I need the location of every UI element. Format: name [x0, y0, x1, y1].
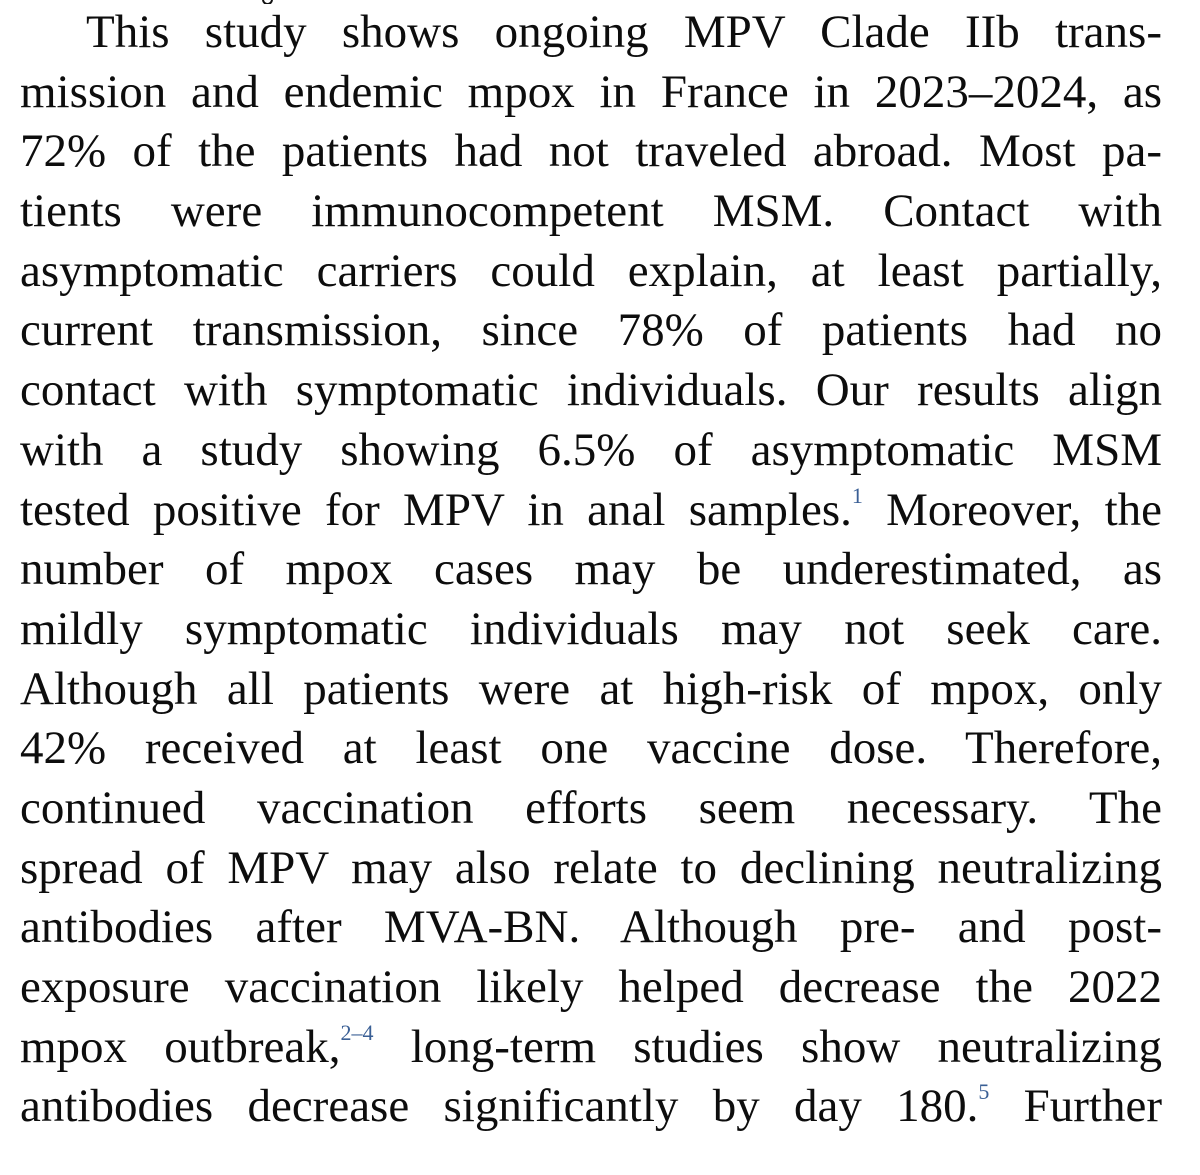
text-line: contact with symptomatic individuals. Our results align: [20, 364, 1162, 417]
line-text: Moreover, the: [862, 483, 1162, 536]
text-line: mission and endemic mpox in France in 2023–2024, as: [20, 65, 1162, 118]
line-text: antibodies decrease significantly by day 180.: [20, 1080, 979, 1133]
text-line: asymptomatic carriers could explain, at least partially,: [20, 244, 1162, 297]
text-line: tients were immunocompetent MSM. Contact with: [20, 185, 1162, 238]
text-line: 42% received at least one vaccine dose. Therefore,: [20, 722, 1162, 775]
text-line: [20, 481, 1162, 541]
text-line: [20, 1018, 1162, 1078]
text-line: mildly symptomatic individuals may not seek care.: [20, 602, 1162, 655]
text-line: Although all patients were at high-risk of mpox, only: [20, 662, 1162, 715]
document-page: [20, 0, 1162, 1175]
text-line: continued vaccination efforts seem necessary. The: [20, 781, 1162, 834]
line-text: long-term studies show neutralizing: [373, 1020, 1162, 1073]
text-line: with a study showing 6.5% of asymptomatic MSM: [20, 423, 1162, 476]
text-line: number of mpox cases may be underestimated, as: [20, 543, 1162, 596]
text-line: exposure vaccination likely helped decrease the 2022: [20, 961, 1162, 1013]
text-line: current transmission, since 78% of patients had no: [20, 304, 1162, 357]
line-text: tested positive for MPV in anal samples.: [20, 483, 852, 536]
line-text: Further: [989, 1080, 1162, 1133]
line-text: mpox outbreak,: [20, 1020, 341, 1073]
citation-link[interactable]: 2–4: [340, 1019, 374, 1045]
text-line: antibodies after MVA-BN. Although pre- and post-: [20, 901, 1162, 954]
text-line: 72% of the patients had not traveled abroad. Most pa-: [20, 125, 1162, 178]
citation-link[interactable]: 5: [978, 1079, 990, 1105]
citation-link[interactable]: 1: [851, 482, 863, 508]
body-paragraph: [20, 3, 1162, 1137]
text-line: spread of MPV may also relate to declining neutralizing: [20, 841, 1162, 894]
text-line: [20, 1077, 1162, 1137]
text-line: This study shows ongoing MPV Clade IIb trans-: [86, 6, 1162, 58]
